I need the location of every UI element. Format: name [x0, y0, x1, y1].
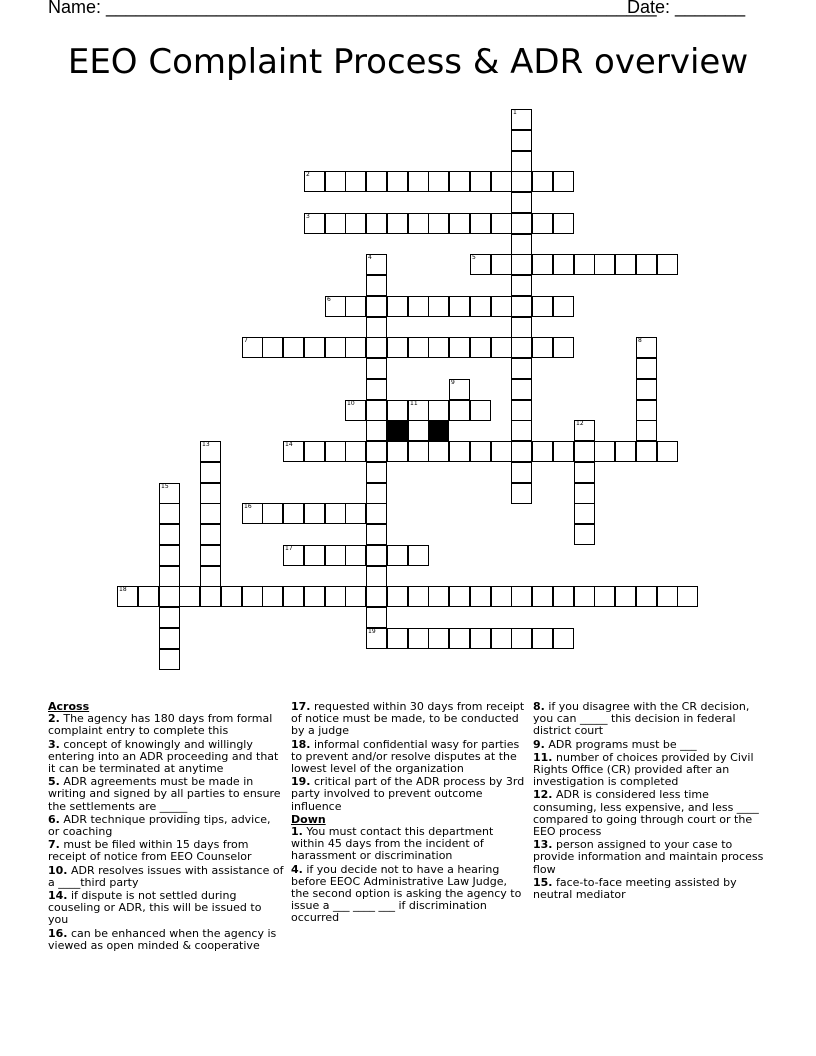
grid-cell[interactable]: [366, 503, 387, 524]
grid-cell[interactable]: [428, 337, 449, 358]
grid-cell[interactable]: [387, 400, 408, 421]
grid-cell[interactable]: [159, 483, 180, 504]
clue-across-7: 7. must be filed within 15 days from receipt of notice from EEO Counselor: [48, 838, 252, 864]
grid-cell[interactable]: [636, 441, 657, 462]
grid-cell[interactable]: [387, 545, 408, 566]
clue-number: 3: [306, 213, 310, 220]
grid-cell[interactable]: [366, 483, 387, 504]
grid-cell[interactable]: [574, 420, 595, 441]
grid-cell[interactable]: [408, 171, 429, 192]
grid-cell[interactable]: [636, 379, 657, 400]
grid-cell[interactable]: [366, 358, 387, 379]
grid-cell[interactable]: [366, 462, 387, 483]
grid-cell[interactable]: [470, 213, 491, 234]
grid-cell[interactable]: [511, 483, 532, 504]
clue-number: 17: [285, 545, 293, 552]
grid-cell[interactable]: [408, 586, 429, 607]
grid-cell[interactable]: [159, 649, 180, 670]
grid-cell[interactable]: [636, 254, 657, 275]
grid-cell[interactable]: [470, 254, 491, 275]
grid-cell[interactable]: [470, 171, 491, 192]
grid-cell[interactable]: [511, 151, 532, 172]
clue-across-17: 17. requested within 30 days from receipt of notice must be made, to be conducted by a judge: [291, 700, 525, 738]
grid-cell[interactable]: [574, 524, 595, 545]
grid-cell[interactable]: [345, 400, 366, 421]
grid-cell[interactable]: [470, 400, 491, 421]
grid-cell[interactable]: [366, 337, 387, 358]
grid-cell[interactable]: [511, 628, 532, 649]
clue-number: 16: [244, 503, 252, 510]
grid-cell[interactable]: [636, 358, 657, 379]
grid-cell[interactable]: [159, 566, 180, 587]
grid-cell[interactable]: [345, 545, 366, 566]
clue-across-2: 2. The agency has 180 days from formal complaint entry to complete this: [48, 712, 273, 738]
clue-number: 8: [638, 337, 642, 344]
grid-cell[interactable]: [677, 586, 698, 607]
grid-cell[interactable]: [262, 503, 283, 524]
grid-cell[interactable]: [553, 171, 574, 192]
grid-cell[interactable]: [408, 628, 429, 649]
clue-across-6: 6. ADR technique providing tips, advice, or coaching: [48, 812, 271, 839]
grid-cell[interactable]: [449, 337, 470, 358]
clue-number: 9: [451, 379, 455, 386]
grid-cell[interactable]: [574, 503, 595, 524]
grid-cell[interactable]: [491, 337, 512, 358]
grid-cell[interactable]: [491, 171, 512, 192]
grid-cell[interactable]: [366, 275, 387, 296]
grid-cell[interactable]: [449, 296, 470, 317]
grid-cell[interactable]: [159, 586, 180, 607]
grid-cell[interactable]: [366, 317, 387, 338]
grid-cell[interactable]: [387, 171, 408, 192]
grid-cell[interactable]: [325, 441, 346, 462]
grid-cell[interactable]: [491, 586, 512, 607]
grid-cell[interactable]: [325, 545, 346, 566]
grid-cell[interactable]: [511, 171, 532, 192]
grid-cell[interactable]: [511, 317, 532, 338]
grid-cell-blocked: [387, 420, 408, 441]
grid-cell[interactable]: [449, 441, 470, 462]
grid-cell[interactable]: [200, 503, 221, 524]
grid-cell[interactable]: [553, 441, 574, 462]
grid-cell[interactable]: [532, 586, 553, 607]
grid-cell[interactable]: [574, 441, 595, 462]
grid-cell[interactable]: [159, 545, 180, 566]
clue-number: 11: [410, 400, 418, 407]
grid-cell[interactable]: [200, 566, 221, 587]
grid-cell[interactable]: [387, 296, 408, 317]
grid-cell[interactable]: [615, 254, 636, 275]
name-field-label: Name: _______________________________________________________: [48, 0, 657, 17]
clue-down-4: 4. if you decide not to have a hearing before EEOC Administrative Law Judge, the second option is asking the agency to issue a ___ ____ ___ if discrimination occurred: [291, 862, 522, 925]
grid-cell[interactable]: [366, 607, 387, 628]
grid-cell[interactable]: [491, 254, 512, 275]
clue-number: 7: [244, 337, 248, 344]
grid-cell[interactable]: [366, 420, 387, 441]
grid-cell[interactable]: [366, 586, 387, 607]
grid-cell[interactable]: [325, 296, 346, 317]
grid-cell[interactable]: [511, 462, 532, 483]
grid-cell[interactable]: [553, 586, 574, 607]
grid-cell[interactable]: [408, 337, 429, 358]
grid-cell[interactable]: [657, 441, 678, 462]
grid-cell[interactable]: [636, 586, 657, 607]
grid-cell[interactable]: [408, 400, 429, 421]
grid-cell[interactable]: [283, 503, 304, 524]
grid-cell[interactable]: [138, 586, 159, 607]
grid-cell[interactable]: [574, 254, 595, 275]
grid-cell[interactable]: [387, 441, 408, 462]
grid-cell[interactable]: [553, 628, 574, 649]
clue-down-9: 9. ADR programs must be ___: [533, 737, 697, 751]
grid-cell[interactable]: [594, 441, 615, 462]
grid-cell[interactable]: [449, 379, 470, 400]
grid-cell[interactable]: [491, 441, 512, 462]
grid-cell[interactable]: [200, 483, 221, 504]
grid-cell[interactable]: [387, 213, 408, 234]
grid-cell[interactable]: [511, 296, 532, 317]
grid-cell[interactable]: [304, 586, 325, 607]
clue-down-12: 12. ADR is considered less time consuming, less expensive, and less ____ compared to going through court or the EEO process: [533, 788, 759, 839]
grid-cell[interactable]: [657, 586, 678, 607]
grid-cell[interactable]: [366, 441, 387, 462]
clue-down-11: 11. number of choices provided by Civil Rights Office (CR) provided after an investigation is completed: [533, 750, 754, 789]
grid-cell[interactable]: [242, 586, 263, 607]
clue-number: 19: [368, 628, 376, 635]
grid-cell[interactable]: [283, 545, 304, 566]
grid-cell[interactable]: [283, 337, 304, 358]
grid-cell[interactable]: [449, 171, 470, 192]
grid-cell[interactable]: [221, 586, 242, 607]
grid-cell[interactable]: [200, 462, 221, 483]
clue-across-18: 18. informal confidential wasy for parties to prevent and/or resolve disputes at the lowest level of the organization: [291, 737, 520, 776]
grid-cell[interactable]: [594, 254, 615, 275]
grid-cell[interactable]: [200, 524, 221, 545]
grid-cell[interactable]: [511, 379, 532, 400]
grid-cell[interactable]: [283, 586, 304, 607]
grid-cell[interactable]: [262, 337, 283, 358]
grid-cell[interactable]: [200, 586, 221, 607]
grid-cell[interactable]: [511, 586, 532, 607]
grid-cell[interactable]: [366, 400, 387, 421]
grid-cell[interactable]: [511, 213, 532, 234]
grid-cell[interactable]: [532, 628, 553, 649]
grid-cell[interactable]: [491, 213, 512, 234]
grid-cell[interactable]: [428, 441, 449, 462]
grid-cell-blocked: [428, 420, 449, 441]
grid-cell[interactable]: [553, 213, 574, 234]
grid-cell[interactable]: [574, 483, 595, 504]
grid-cell[interactable]: [159, 607, 180, 628]
grid-cell[interactable]: [366, 628, 387, 649]
grid-cell[interactable]: [366, 524, 387, 545]
across-heading: Across: [48, 700, 90, 713]
grid-cell[interactable]: [428, 628, 449, 649]
grid-cell[interactable]: [428, 586, 449, 607]
grid-cell[interactable]: [242, 503, 263, 524]
grid-cell[interactable]: [325, 337, 346, 358]
grid-cell[interactable]: [345, 171, 366, 192]
grid-cell[interactable]: [491, 296, 512, 317]
clue-number: 1: [513, 109, 517, 116]
clue-across-10: 10. ADR resolves issues with assistance of a ____third party: [48, 863, 284, 889]
grid-cell[interactable]: [532, 171, 553, 192]
grid-cell[interactable]: [366, 254, 387, 275]
grid-cell[interactable]: [470, 586, 491, 607]
grid-cell[interactable]: [345, 441, 366, 462]
grid-cell[interactable]: [200, 441, 221, 462]
grid-cell[interactable]: [387, 337, 408, 358]
grid-cell[interactable]: [428, 171, 449, 192]
grid-cell[interactable]: [345, 296, 366, 317]
grid-cell[interactable]: [470, 628, 491, 649]
grid-cell[interactable]: [345, 586, 366, 607]
grid-cell[interactable]: [636, 400, 657, 421]
clue-number: 4: [368, 254, 372, 261]
grid-cell[interactable]: [511, 234, 532, 255]
grid-cell[interactable]: [304, 545, 325, 566]
grid-cell[interactable]: [449, 628, 470, 649]
grid-cell[interactable]: [304, 337, 325, 358]
clue-across-14: 14. if dispute is not settled during couseling or ADR, this will be issued to you: [48, 889, 262, 927]
grid-cell[interactable]: [304, 171, 325, 192]
grid-cell[interactable]: [159, 628, 180, 649]
grid-cell[interactable]: [408, 441, 429, 462]
clue-across-3: 3. concept of knowingly and willingly entering into an ADR proceeding and that it can be terminated at anytime: [48, 737, 279, 776]
grid-cell[interactable]: [428, 296, 449, 317]
grid-cell[interactable]: [117, 586, 138, 607]
grid-cell[interactable]: [366, 379, 387, 400]
grid-cell[interactable]: [408, 213, 429, 234]
grid-cell[interactable]: [408, 420, 429, 441]
grid-cell[interactable]: [200, 545, 221, 566]
clue-down-15: 15. face-to-face meeting assisted by neutral mediator: [533, 875, 737, 902]
grid-cell[interactable]: [511, 275, 532, 296]
grid-cell[interactable]: [532, 337, 553, 358]
grid-cell[interactable]: [304, 503, 325, 524]
clues-column-1: [48, 701, 284, 953]
grid-cell[interactable]: [449, 586, 470, 607]
grid-cell[interactable]: [532, 254, 553, 275]
clue-number: 14: [285, 441, 293, 448]
grid-cell[interactable]: [304, 213, 325, 234]
grid-cell[interactable]: [532, 213, 553, 234]
grid-cell[interactable]: [345, 337, 366, 358]
clues-column-3: [533, 701, 769, 902]
grid-cell[interactable]: [449, 400, 470, 421]
grid-cell[interactable]: [449, 213, 470, 234]
grid-cell[interactable]: [325, 586, 346, 607]
grid-cell[interactable]: [366, 213, 387, 234]
grid-cell[interactable]: [366, 171, 387, 192]
grid-cell[interactable]: [345, 213, 366, 234]
grid-cell[interactable]: [553, 254, 574, 275]
grid-cell[interactable]: [325, 171, 346, 192]
grid-cell[interactable]: [262, 586, 283, 607]
clue-number: 12: [576, 420, 584, 427]
grid-cell[interactable]: [594, 586, 615, 607]
grid-cell[interactable]: [470, 337, 491, 358]
grid-cell[interactable]: [657, 254, 678, 275]
grid-cell[interactable]: [470, 441, 491, 462]
grid-cell[interactable]: [511, 109, 532, 130]
grid-cell[interactable]: [511, 130, 532, 151]
clue-number: 10: [347, 400, 355, 407]
grid-cell[interactable]: [511, 420, 532, 441]
page-title: EEO Complaint Process & ADR overview: [67, 42, 749, 82]
clue-down-8: 8. if you disagree with the CR decision, you can _____ this decision in federal district court: [533, 700, 750, 738]
grid-cell[interactable]: [387, 586, 408, 607]
clue-number: 6: [327, 296, 331, 303]
clue-down-13: 13. person assigned to your case to provide information and maintain process flow: [533, 838, 764, 876]
grid-cell[interactable]: [408, 296, 429, 317]
grid-cell[interactable]: [511, 192, 532, 213]
clue-number: 15: [161, 483, 169, 490]
grid-cell[interactable]: [511, 337, 532, 358]
grid-cell[interactable]: [242, 337, 263, 358]
grid-cell[interactable]: [304, 441, 325, 462]
grid-cell[interactable]: [366, 566, 387, 587]
clue-across-19: 19. critical part of the ADR process by 3rd party involved to prevent outcome influence: [291, 775, 525, 813]
grid-cell[interactable]: [511, 441, 532, 462]
grid-cell[interactable]: [491, 628, 512, 649]
grid-cell[interactable]: [511, 254, 532, 275]
grid-cell[interactable]: [574, 462, 595, 483]
grid-cell[interactable]: [428, 213, 449, 234]
grid-cell[interactable]: [532, 441, 553, 462]
clues-column-2: [291, 701, 527, 926]
grid-cell[interactable]: [574, 586, 595, 607]
grid-cell[interactable]: [470, 296, 491, 317]
grid-cell[interactable]: [159, 503, 180, 524]
grid-cell[interactable]: [366, 545, 387, 566]
down-heading: Down: [291, 812, 326, 826]
grid-cell[interactable]: [428, 400, 449, 421]
clue-number: 2: [306, 171, 310, 178]
grid-cell[interactable]: [325, 503, 346, 524]
grid-cell[interactable]: [345, 503, 366, 524]
grid-cell[interactable]: [283, 441, 304, 462]
clue-number: 18: [119, 586, 127, 593]
grid-cell[interactable]: [387, 628, 408, 649]
grid-cell[interactable]: [159, 524, 180, 545]
grid-cell[interactable]: [553, 337, 574, 358]
grid-cell[interactable]: [553, 296, 574, 317]
clue-number: 13: [202, 441, 210, 448]
clue-across-16: 16. can be enhanced when the agency is viewed as open minded & cooperative: [48, 926, 277, 952]
grid-cell[interactable]: [636, 420, 657, 441]
clue-down-1: 1. You must contact this department within 45 days from the incident of harassment or discrimination: [291, 825, 494, 863]
clue-across-5: 5. ADR agreements must be made in writing and signed by all parties to ensure the settlements are _____: [48, 775, 281, 813]
grid-cell[interactable]: [325, 213, 346, 234]
clue-number: 5: [472, 254, 476, 261]
date-field-label: Date: _______: [627, 0, 746, 17]
grid-cell[interactable]: [532, 296, 553, 317]
grid-cell[interactable]: [179, 586, 200, 607]
grid-cell[interactable]: [636, 337, 657, 358]
grid-cell[interactable]: [408, 545, 429, 566]
grid-cell[interactable]: [511, 358, 532, 379]
grid-cell[interactable]: [615, 441, 636, 462]
grid-cell[interactable]: [366, 296, 387, 317]
grid-cell[interactable]: [511, 400, 532, 421]
grid-cell[interactable]: [615, 586, 636, 607]
